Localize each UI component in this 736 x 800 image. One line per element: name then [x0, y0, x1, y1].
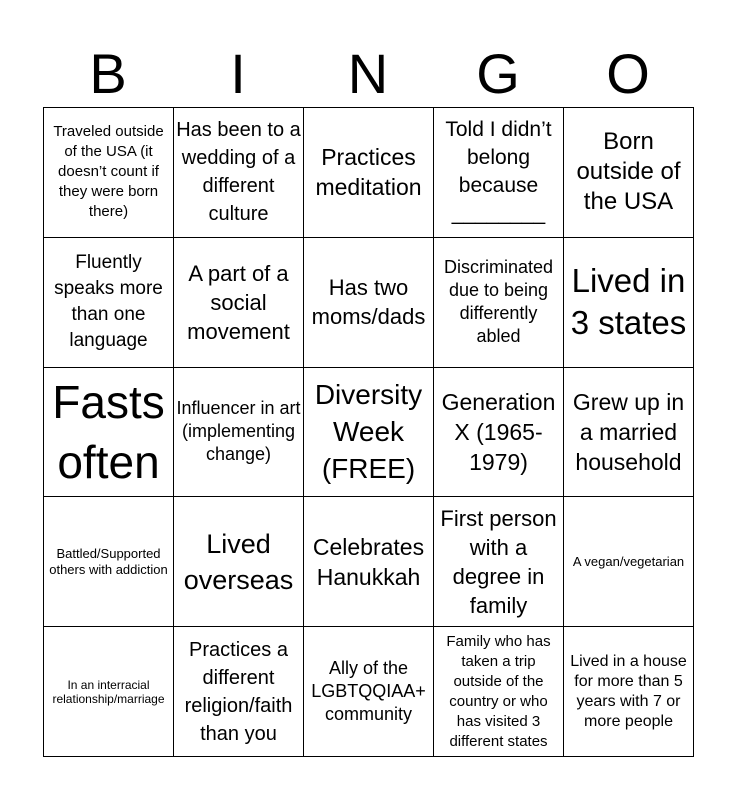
bingo-cell[interactable]: Lived overseas: [174, 497, 304, 627]
bingo-cell[interactable]: Traveled outside of the USA (it doesn’t count if they were born there): [44, 108, 174, 238]
bingo-row: [44, 237, 694, 367]
header-letter-o: O: [606, 42, 650, 105]
bingo-card-grid: [43, 107, 694, 757]
bingo-cell[interactable]: Told I didn’t belong because ________: [434, 108, 564, 238]
bingo-cell[interactable]: In an interracial relationship/marriage: [44, 627, 174, 757]
header-letter-b: B: [89, 42, 127, 105]
bingo-cell[interactable]: First person with a degree in family: [434, 497, 564, 627]
bingo-row: [44, 497, 694, 627]
bingo-cell[interactable]: A vegan/vegetarian: [564, 497, 694, 627]
bingo-row: [44, 367, 694, 497]
bingo-cell[interactable]: Born outside of the USA: [564, 108, 694, 238]
bingo-cell[interactable]: Celebrates Hanukkah: [304, 497, 434, 627]
bingo-cell[interactable]: Practices a different religion/faith than you: [174, 627, 304, 757]
bingo-cell[interactable]: Grew up in a married household: [564, 367, 694, 497]
bingo-cell[interactable]: Family who has taken a trip outside of the country or who has visited 3 different states: [434, 627, 564, 757]
bingo-cell[interactable]: Fluently speaks more than one language: [44, 237, 174, 367]
bingo-cell[interactable]: Generation X (1965-1979): [434, 367, 564, 497]
bingo-cell[interactable]: A part of a social movement: [174, 237, 304, 367]
bingo-header: [43, 42, 693, 106]
bingo-cell[interactable]: Discriminated due to being differently abled: [434, 237, 564, 367]
bingo-cell[interactable]: Lived in a house for more than 5 years with 7 or more people: [564, 627, 694, 757]
bingo-row: [44, 627, 694, 757]
header-letter-g: G: [476, 42, 520, 105]
bingo-cell[interactable]: Has two moms/dads: [304, 237, 434, 367]
bingo-cell-free-space[interactable]: Diversity Week (FREE): [304, 367, 434, 497]
header-letter-i: I: [230, 42, 246, 105]
bingo-cell[interactable]: Has been to a wedding of a different culture: [174, 108, 304, 238]
bingo-cell[interactable]: Practices meditation: [304, 108, 434, 238]
bingo-cell[interactable]: Fasts often: [44, 367, 174, 497]
bingo-cell[interactable]: Lived in 3 states: [564, 237, 694, 367]
bingo-cell[interactable]: Influencer in art (implementing change): [174, 367, 304, 497]
bingo-cell[interactable]: Battled/Supported others with addiction: [44, 497, 174, 627]
bingo-row: [44, 108, 694, 238]
bingo-cell[interactable]: Ally of the LGBTQQIAA+ community: [304, 627, 434, 757]
header-letter-n: N: [347, 42, 389, 105]
